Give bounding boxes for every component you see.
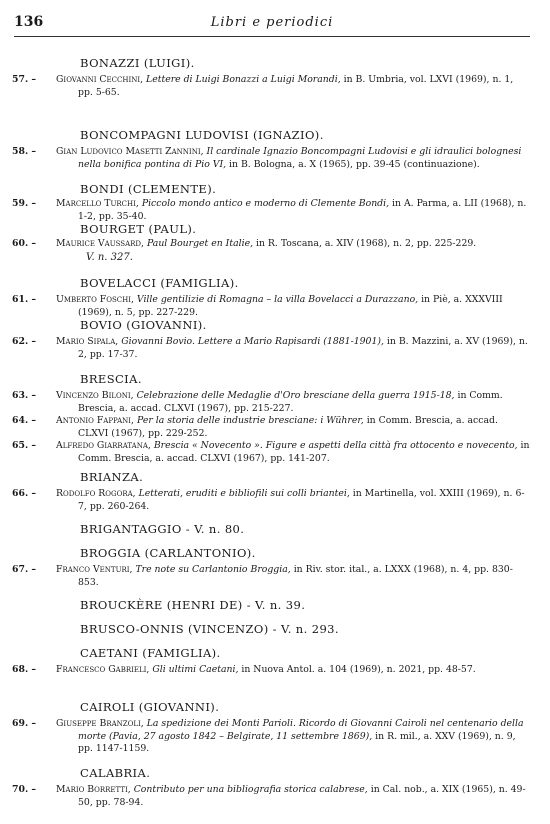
subject-heading: BRIANZA. <box>80 470 144 484</box>
entry-source: in B. Umbria, vol. LXVI (1969), n. 1, pp. 5-65. <box>78 74 514 98</box>
subject-heading: BONCOMPAGNI LUDOVISI (IGNAZIO). <box>80 128 324 142</box>
bibliography-entry <box>12 440 530 465</box>
entry-author: Gian Ludovico Masetti Zannini, <box>56 146 204 157</box>
entry-source: in Comm. Brescia, a. accad. CLXVI (1967), pp. 141-207. <box>78 440 530 464</box>
bibliography-entry <box>12 664 530 677</box>
bibliography-entry <box>12 198 530 223</box>
entry-source: in R. Toscana, a. XIV (1968), n. 2, pp. 225-229. <box>253 238 477 249</box>
entry-title: Contributo per una bibliografia storica calabrese, <box>133 784 368 795</box>
subject-heading: BONAZZI (LUIGI). <box>80 56 195 70</box>
entry-author: Giovanni Cecchini, <box>56 74 144 85</box>
entry-number: 57. – <box>12 74 37 85</box>
running-title: Libri e periodici <box>210 15 334 30</box>
entry-author: Rodolfo Rogora, <box>56 488 136 499</box>
cross-reference-note: V. n. 327. <box>86 252 133 263</box>
entry-title: Tre note su Carlantonio Broggia, <box>135 564 291 575</box>
entry-source: in Riv. stor. ital., a. LXXX (1968), n. 4, pp. 830-853. <box>78 564 513 588</box>
entry-source: in Piè, a. XXXVIII (1969), n. 5, pp. 227-229. <box>78 294 503 318</box>
entry-number: 61. – <box>12 294 37 305</box>
entry-source: in A. Parma, a. LII (1968), n. 1-2, pp. 35-40. <box>78 198 527 222</box>
entry-author: Maurice Vaussard, <box>56 238 144 249</box>
entry-title: Per la storia delle industrie bresciane: i Wührer, <box>136 415 364 426</box>
entry-number: 58. – <box>12 146 37 157</box>
entry-title: Il cardinale Ignazio Boncompagni Ludovisi e gli idraulici bolognesi nella bonifica pontina di Pio VI, <box>78 146 522 170</box>
entry-title: Piccolo mondo antico e moderno di Clemente Bondi, <box>141 198 390 209</box>
page-number: 136 <box>14 14 44 30</box>
entry-title: Giovanni Bovio. Lettere a Mario Rapisardi (1881-1901), <box>121 336 384 347</box>
subject-heading: BROGGIA (CARLANTONIO). <box>80 546 256 560</box>
entry-title: Letterati, eruditi e bibliofili sui colli briantei, <box>138 488 350 499</box>
entry-number: 64. – <box>12 415 37 426</box>
bibliography-entry <box>12 294 530 319</box>
entry-number: 65. – <box>12 440 37 451</box>
entry-source: in Martinella, vol. XXIII (1969), n. 6-7, pp. 260-264. <box>78 488 525 512</box>
entry-author: Vincenzo Biloni, <box>56 390 134 401</box>
entry-author: Alfredo Giarratana, <box>56 440 151 451</box>
subject-heading: BRUSCO-ONNIS (VINCENZO) - V. n. 293. <box>80 622 339 636</box>
bibliography-entry <box>12 718 530 756</box>
entry-number: 67. – <box>12 564 37 575</box>
bibliography-entry <box>12 74 530 99</box>
entry-title: Paul Bourget en Italie, <box>146 238 254 249</box>
entry-title: Celebrazione delle Medaglie d'Oro bresciane della guerra 1915-18, <box>136 390 455 401</box>
entry-source: in Cal. nob., a. XIX (1965), n. 49-50, pp. 78-94. <box>78 784 526 808</box>
bibliography-entry <box>12 784 530 809</box>
entry-source: in Comm. Brescia, a. accad. CLXVI (1967), pp. 229-252. <box>78 415 498 439</box>
entry-title: La spedizione dei Monti Parioli. Ricordo di Giovanni Cairoli nel centenario della morte (Pavia, 27 agosto 1842 – Belgirate, 11 settembre 1869), <box>78 718 524 742</box>
entry-title: Gli ultimi Caetani, <box>152 664 239 675</box>
subject-heading: BONDI (CLEMENTE). <box>80 182 217 196</box>
subject-heading: CAETANI (FAMIGLIA). <box>80 646 221 660</box>
entry-title: Ville gentilizie di Romagna – la villa Bovelacci a Durazzano, <box>136 294 419 305</box>
bibliography-entry <box>12 390 530 415</box>
bibliography-entry <box>12 488 530 513</box>
entry-author: Francesco Gabrieli, <box>56 664 150 675</box>
page-header <box>14 14 530 37</box>
subject-heading: BRESCIA. <box>80 372 142 386</box>
entry-number: 69. – <box>12 718 37 729</box>
entry-number: 59. – <box>12 198 37 209</box>
entry-author: Mario Borretti, <box>56 784 131 795</box>
entry-source: in R. mil., a. XXV (1969), n. 9, pp. 1147-1159. <box>78 730 516 754</box>
entry-number: 68. – <box>12 664 37 675</box>
entry-number: 70. – <box>12 784 37 795</box>
entry-number: 66. – <box>12 488 37 499</box>
subject-heading: CAIROLI (GIOVANNI). <box>80 700 220 714</box>
entry-number: 63. – <box>12 390 37 401</box>
entry-number: 60. – <box>12 238 37 249</box>
entry-author: Marcello Turchi, <box>56 198 139 209</box>
entry-author: Mario Sipala, <box>56 336 119 347</box>
entry-author: Franco Venturi, <box>56 564 133 575</box>
subject-heading: BOVIO (GIOVANNI). <box>80 318 207 332</box>
entry-author: Giuseppe Branzoli, <box>56 718 144 729</box>
subject-heading: BOURGET (PAUL). <box>80 222 197 236</box>
entry-title: Brescia « Novecento ». Figure e aspetti della città fra ottocento e novecento, <box>153 440 518 451</box>
bibliography-entry <box>12 238 530 251</box>
bibliography-entry <box>12 336 530 361</box>
bibliography-entry <box>12 564 530 589</box>
entry-author: Antonio Fappani, <box>56 415 135 426</box>
subject-heading: BRIGANTAGGIO - V. n. 80. <box>80 522 245 536</box>
entry-source: in B. Bologna, a. X (1965), pp. 39-45 (continuazione). <box>226 158 480 170</box>
entry-source: in B. Mazzini, a. XV (1969), n. 2, pp. 17-37. <box>78 336 528 360</box>
subject-heading: BOVELACCI (FAMIGLIA). <box>80 276 239 290</box>
entry-author: Umberto Foschi, <box>56 294 134 305</box>
entry-source: in Comm. Brescia, a. accad. CLXVI (1967), pp. 215-227. <box>78 390 503 414</box>
subject-heading: BROUCKÈRE (HENRI DE) - V. n. 39. <box>80 598 306 612</box>
entry-source: in Nuova Antol. a. 104 (1969), n. 2021, pp. 48-57. <box>238 664 476 675</box>
bibliography-entry <box>12 146 530 171</box>
entry-title: Lettere di Luigi Bonazzi a Luigi Morandi, <box>146 74 341 85</box>
subject-heading: CALABRIA. <box>80 766 151 780</box>
entry-number: 62. – <box>12 336 37 347</box>
bibliography-entry <box>12 415 530 440</box>
